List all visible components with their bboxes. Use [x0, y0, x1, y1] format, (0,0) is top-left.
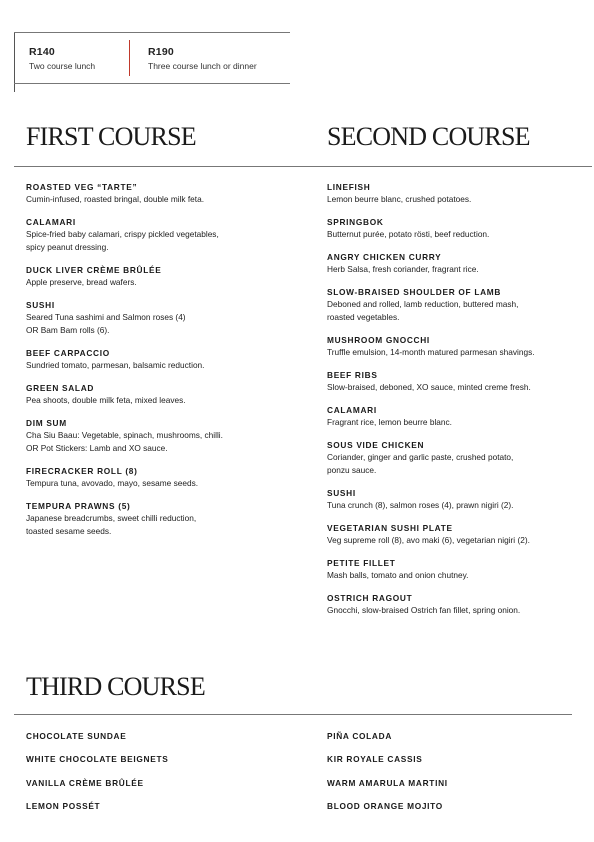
menu-item-name: SLOW-BRAISED SHOULDER OF LAMB: [327, 287, 502, 297]
menu-item: [327, 287, 589, 324]
header-top-rule: [14, 32, 290, 33]
menu-item-name: GREEN SALAD: [26, 383, 95, 393]
menu-item: [327, 558, 589, 582]
menu-item-description: Gnocchi, slow-braised Ostrich fan fillet, spring onion.: [327, 605, 521, 615]
price-description: Three course lunch or dinner: [148, 61, 257, 71]
menu-item-name: ANGRY CHICKEN CURRY: [327, 252, 442, 262]
menu-item-name: PETITE FILLET: [327, 558, 396, 568]
menu-item-description: Butternut purée, potato rösti, beef reduction.: [327, 229, 490, 239]
menu-item: [327, 440, 589, 477]
price-description: Two course lunch: [29, 61, 96, 71]
menu-item-description: Coriander, ginger and garlic paste, crushed potato, ponzu sauce.: [327, 452, 514, 475]
menu-item-name: BEEF RIBS: [327, 370, 378, 380]
menu-item-name: FIRECRACKER ROLL (8): [26, 466, 138, 476]
third-course-divider: [14, 714, 572, 715]
menu-item-description: Herb Salsa, fresh coriander, fragrant rice.: [327, 264, 479, 274]
menu-item-description: Cha Siu Baau: Vegetable, spinach, mushrooms, chilli. OR Pot Stickers: Lamb and XO sauce.: [26, 430, 223, 453]
menu-item: [327, 252, 589, 276]
price-three-course: [148, 46, 257, 71]
menu-item-description: Sundried tomato, parmesan, balsamic reduction.: [26, 360, 205, 370]
menu-item-description: Japanese breadcrumbs, sweet chilli reduction, toasted sesame seeds.: [26, 513, 197, 536]
first-course-heading: FIRST COURSE: [26, 122, 196, 151]
menu-item: [26, 501, 288, 538]
menu-item: [327, 593, 589, 617]
menu-item: [26, 466, 288, 490]
menu-item-description: Fragrant rice, lemon beurre blanc.: [327, 417, 452, 427]
cocktail-item: BLOOD ORANGE MOJITO: [327, 800, 443, 811]
cocktail-item: PIÑA COLADA: [327, 731, 393, 741]
menu-item-description: Seared Tuna sashimi and Salmon roses (4) OR Bam Bam rolls (6).: [26, 312, 186, 335]
second-course-list: [327, 182, 589, 628]
menu-item: [327, 523, 589, 547]
menu-item: [26, 182, 288, 206]
menu-item-description: Apple preserve, bread wafers.: [26, 277, 137, 287]
menu-item-name: SOUS VIDE CHICKEN: [327, 440, 425, 450]
menu-item-name: ROASTED VEG “TARTE”: [26, 182, 138, 192]
menu-item: [26, 348, 288, 372]
menu-item: [26, 300, 288, 337]
third-course-heading: THIRD COURSE: [26, 672, 205, 701]
menu-item-description: Truffle emulsion, 14-month matured parmesan shavings.: [327, 347, 535, 357]
menu-item-name: MUSHROOM GNOCCHI: [327, 335, 430, 345]
menu-item: [26, 217, 288, 254]
menu-item-description: Deboned and rolled, lamb reduction, buttered mash, roasted vegetables.: [327, 299, 519, 322]
dessert-item: LEMON POSSÉT: [26, 800, 101, 811]
second-course-heading: SECOND COURSE: [327, 122, 530, 151]
menu-item: [26, 383, 288, 407]
menu-item-name: CALAMARI: [327, 405, 377, 415]
menu-item-name: DIM SUM: [26, 418, 67, 428]
menu-item-name: SUSHI: [327, 488, 356, 498]
header-bottom-rule: [14, 83, 290, 84]
menu-item-description: Lemon beurre blanc, crushed potatoes.: [327, 194, 472, 204]
menu-item-name: LINEFISH: [327, 182, 371, 192]
menu-item-description: Veg supreme roll (8), avo maki (6), vegetarian nigiri (2).: [327, 535, 530, 545]
dessert-item: VANILLA CRÈME BRÛLÉE: [26, 777, 144, 788]
first-course-list: [26, 182, 288, 549]
cocktail-list: [327, 731, 567, 824]
menu-item-description: Spice-fried baby calamari, crispy pickled vegetables, spicy peanut dressing.: [26, 229, 219, 252]
menu-item: [327, 182, 589, 206]
dessert-item: WHITE CHOCOLATE BEIGNETS: [26, 754, 169, 765]
dessert-item: CHOCOLATE SUNDAE: [26, 731, 127, 741]
cocktail-item: WARM AMARULA MARTINI: [327, 777, 448, 788]
menu-item-name: OSTRICH RAGOUT: [327, 593, 413, 603]
menu-item: [327, 335, 589, 359]
dessert-list: [26, 731, 266, 824]
menu-item-description: Tuna crunch (8), salmon roses (4), prawn nigiri (2).: [327, 500, 514, 510]
menu-item: [26, 265, 288, 289]
course-divider: [14, 166, 592, 167]
menu-item-name: TEMPURA PRAWNS (5): [26, 501, 131, 511]
menu-item-description: Cumin-infused, roasted bringal, double milk feta.: [26, 194, 205, 204]
price-two-course: [29, 46, 95, 71]
menu-item: [327, 405, 589, 429]
menu-item-name: DUCK LIVER CRÈME BRÛLÉE: [26, 265, 162, 275]
menu-item: [327, 370, 589, 394]
menu-item-name: BEEF CARPACCIO: [26, 348, 110, 358]
menu-item: [327, 488, 589, 512]
menu-item-description: Mash balls, tomato and onion chutney.: [327, 570, 469, 580]
menu-item-description: Pea shoots, double milk feta, mixed leaves.: [26, 395, 186, 405]
cocktail-item: KIR ROYALE CASSIS: [327, 754, 423, 765]
menu-item-name: VEGETARIAN SUSHI PLATE: [327, 523, 453, 533]
menu-item-name: CALAMARI: [26, 217, 76, 227]
price-amount: R190: [148, 46, 174, 58]
menu-item-name: SUSHI: [26, 300, 55, 310]
menu-item: [327, 217, 589, 241]
menu-item-name: SPRINGBOK: [327, 217, 384, 227]
menu-item-description: Tempura tuna, avovado, mayo, sesame seeds.: [26, 478, 199, 488]
menu-item: [26, 418, 288, 455]
price-amount: R140: [29, 46, 55, 58]
menu-item-description: Slow-braised, deboned, XO sauce, minted creme fresh.: [327, 382, 531, 392]
price-divider: [129, 40, 130, 76]
